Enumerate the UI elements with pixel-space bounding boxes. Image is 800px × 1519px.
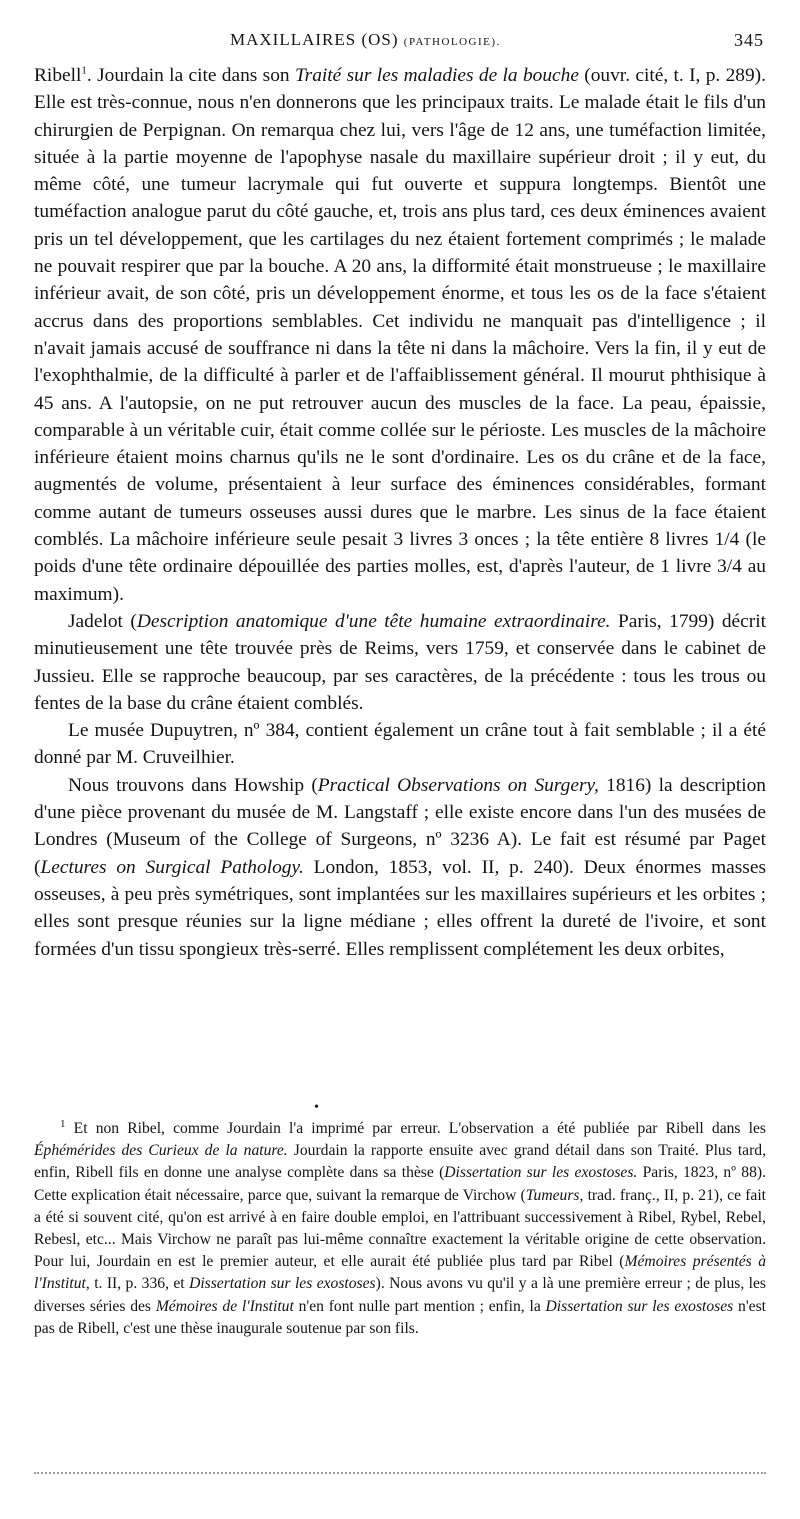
- running-header: [34, 30, 766, 56]
- paragraph-howship: Nous trouvons dans Howship (Practical Observations on Surgery, 1816) la description d'une pièce provenant du musée de M. Langstaff ; elle existe encore dans l'un des musées de Londres (Museum of the College of Surgeons, nº 3236 A). Le fait est résumé par Paget (Lectures on Surgical Pathology. London, 1853, vol. II, p. 240). Deux énormes masses osseuses, à peu près symétriques, sont implantées sur les maxillaires supérieurs et les orbites ; elles sont presque réunies sur la ligne médiane ; elles offrent la dureté de l'ivoire, et sont formées d'un tissu spongieux très-serré. Elles remplissent complétement les deux orbites,: [34, 774, 767, 960]
- paragraph-ribell: Ribell$^1$. Jourdain la cite dans son Traité sur les maladies de la bouche (ouvr. cité, t. I, p. 289). Elle est très-connue, nous n'en donnerons que les principaux traits. Le malade était le fils d'un chirurgien de Perpignan. On remarqua chez lui, vers l'âge de 12 ans, une tuméfaction limitée, située à la partie moyenne de l'apophyse nasale du maxillaire supérieur droit ; il y eut, du même côté, une tumeur lacrymale qui fut ouverte et suppura longtemps. Bientôt une tuméfaction analogue parut du côté gauche, et, trois ans plus tard, ces deux éminences avaient pris un tel développement, que les cartilages du nez étaient fortement comprimés ; le malade ne pouvait respirer que par la bouche. A 20 ans, la difformité était monstrueuse ; le maxillaire inférieur avait, de son côté, pris un développement énorme, et tous les os de la face s'étaient accrus dans des proportions semblables. Cet individu ne manquait pas d'intelligence ; il n'avait jamais accusé de souffrance ni dans la tête ni dans la mâchoire. Vers la fin, il y eut de l'exophthalmie, de la difficulté à parler et de l'affaiblissement général. Il mourut phthisique à 45 ans. A l'autopsie, on ne put retrouver aucun des muscles de la face. La peau, épaissie, comparable à un véritable cuir, était comme collée sur le périoste. Les muscles de la mâchoire inférieure étaient moins charnus qu'ils ne le sont d'ordinaire. Les os du crâne et de la face, augmentés de volume, présentaient à leur surface des éminences considérables, formant comme autant de tumeurs osseuses aussi dures que le marbre. Les sinus de la face étaient comblés. La mâchoire inférieure seule pesait 3 livres 3 onces ; la tête entière 8 livres 1/4 (le poids d'une tête ordinaire dépouillée des parties molles, est, d'après l'auteur, de 1 livre 3/4 au maximum).: [34, 64, 766, 605]
- paragraph-dupuytren: Le musée Dupuytren, nº 384, contient également un crâne tout à fait semblable ; il a été donné par M. Cruveilhier.: [34, 720, 766, 769]
- footnote-reference[interactable]: 1: [81, 64, 87, 77]
- header-title: MAXILLAIRES (OS) (PATHOLOGIE).: [230, 30, 501, 49]
- page-number: 345: [734, 30, 764, 50]
- bottom-divider: [34, 1472, 766, 1474]
- paragraph-jadelot: Jadelot (Description anatomique d'une tête humaine extraordinaire. Paris, 1799) décrit minutieusement une tête trouvée près de Reims, vers 1759, et conservée dans le cabinet de Jussieu. Elle se rapproche beaucoup, par ses caractères, de la précédente : tous les trous ou fentes de la base du crâne étaient comblés.: [34, 610, 766, 714]
- header-subtitle: (PATHOLOGIE).: [403, 36, 501, 48]
- main-text: [34, 62, 766, 963]
- footnote: [34, 1118, 766, 1340]
- separator-dot: •: [314, 1100, 319, 1115]
- footnote-mark: 1: [60, 1117, 66, 1130]
- footnote-text: $^1$ Et non Ribel, comme Jourdain l'a imprimé par erreur. L'observation a été publiée par Ribell dans les Éphémérides des Curieux de la nature. Jourdain la rapporte ensuite avec grand détail dans son Traité. Plus tard, enfin, Ribell fils en donne une analyse complète dans sa thèse (Dissertation sur les exostoses. Paris, 1823, nº 88). Cette explication était nécessaire, parce que, suivant la remarque de Virchow (Tumeurs, trad. franç., II, p. 21), ce fait a été si souvent cité, qu'on est arrivé à en faire double emploi, en l'attribuant successivement à Ribel, Rybel, Rebel, Rebesl, etc... Mais Virchow ne paraît pas lui-même connaître exactement la véritable origine de cette observation. Pour lui, Jourdain en est le premier auteur, et elle aurait été publiée plus tard par Ribel (Mémoires présentés à l'Institut, t. II, p. 336, et Dissertation sur les exostoses). Nous avons vu qu'il y a là une première erreur ; de plus, les diverses séries des Mémoires de l'Institut n'en font nulle part mention ; enfin, la Dissertation sur les exostoses n'est pas de Ribell, c'est une thèse inaugurale soutenue par son fils.: [34, 1117, 767, 1337]
